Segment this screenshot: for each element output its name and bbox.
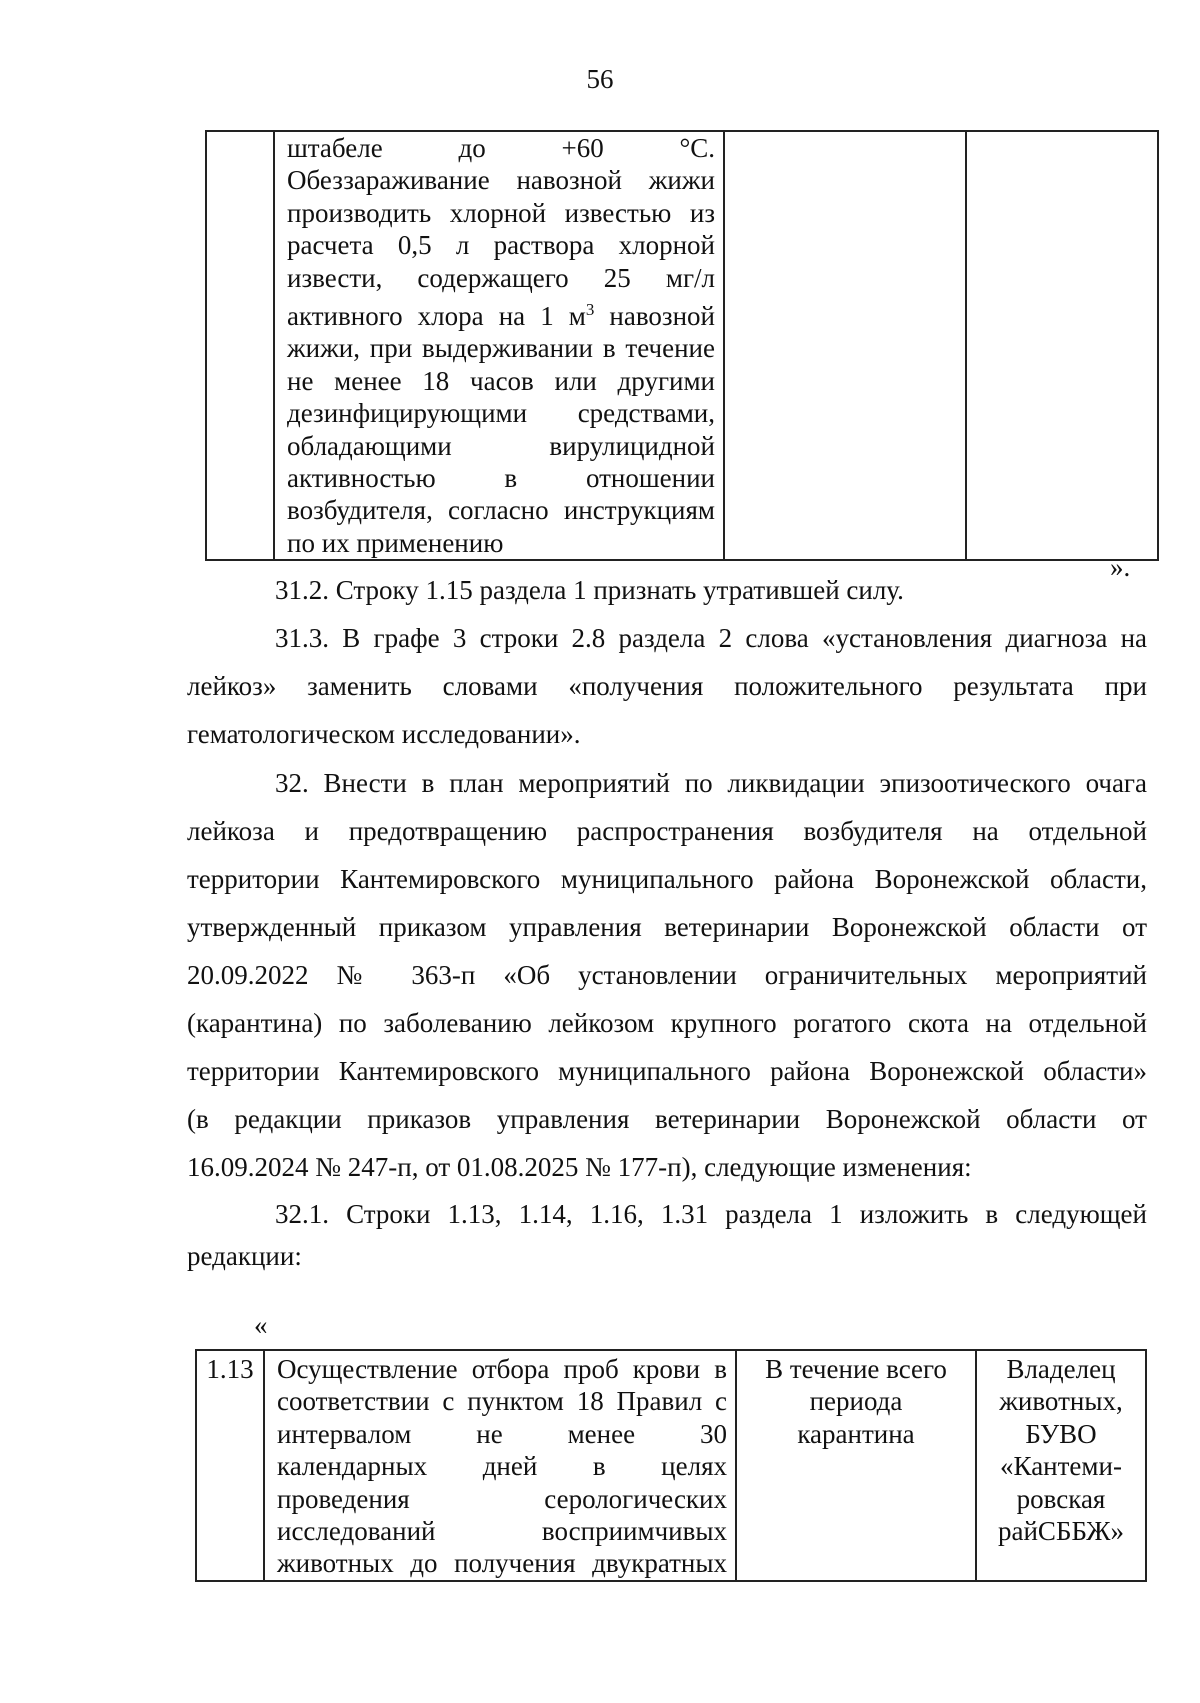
paragraph-line: 16.09.2024 № 247-п, от 01.08.2025 № 177-п), следующие изменения:	[187, 1152, 972, 1182]
paragraph-line: гематологическом исследовании».	[187, 719, 581, 749]
amended-rows-table	[195, 1349, 1147, 1582]
paragraph-line: (в редакции приказов управления ветеринарии Воронежской области от	[187, 1104, 1147, 1134]
table-line: расчета 0,5 л раствора хлорной	[287, 230, 715, 261]
table-line	[287, 294, 715, 332]
paragraph-line: утвержденный приказом управления ветеринарии Воронежской области от	[187, 912, 1147, 942]
page-number: 56	[586, 64, 614, 94]
timing-line: В течение всего	[765, 1354, 947, 1384]
table-line: соответствии с пунктом 18 Правил с	[277, 1386, 727, 1417]
row-timing	[736, 1350, 976, 1581]
paragraph-31-2	[187, 566, 1147, 614]
table-line: штабеле до +60 °С.	[287, 133, 715, 163]
paragraph-31-3	[187, 614, 1147, 758]
paragraph-line: 32.1. Строки 1.13, 1.14, 1.16, 1.31 раздела 1 изложить в следующей	[275, 1199, 1147, 1229]
table-line: проведения серологических	[277, 1483, 727, 1514]
table-line: животных до получения двукратных	[277, 1548, 727, 1579]
closing-quote: ».	[1110, 552, 1131, 582]
paragraph-line: 32. Внести в план мероприятий по ликвидации эпизоотического очага	[275, 768, 1147, 798]
responsible-line: ровская	[1016, 1483, 1106, 1514]
table-line: жижи, при выдерживании в течение	[287, 333, 715, 364]
paragraph-32-1	[187, 1193, 1147, 1277]
responsible-line: райСББЖ»	[998, 1516, 1124, 1547]
opening-quote: «	[254, 1310, 268, 1340]
row-responsible	[976, 1350, 1146, 1581]
timing-line: карантина	[797, 1418, 915, 1449]
table-cell-number	[206, 131, 274, 560]
table-row	[196, 1350, 1146, 1581]
table-line: интервалом не менее 30	[277, 1418, 727, 1449]
paragraph-line: 31.3. В графе 3 строки 2.8 раздела 2 слова «установления диагноза на	[275, 623, 1147, 653]
paragraph-line: территории Кантемировского муниципального района Воронежской области,	[187, 864, 1147, 894]
table-line: исследований восприимчивых	[277, 1516, 727, 1547]
paragraph-line: 31.2. Строку 1.15 раздела 1 признать утратившей силу.	[275, 575, 904, 605]
table-line: не менее 18 часов или другими	[287, 365, 715, 396]
paragraph-32	[187, 759, 1147, 1191]
continued-table	[205, 130, 1159, 561]
table-cell-responsible	[966, 131, 1158, 560]
table-line: дезинфицирующими средствами,	[287, 398, 715, 429]
table-line-part: активного хлора на 1 м	[287, 301, 586, 332]
table-cell-measures	[274, 131, 724, 560]
responsible-line: «Кантеми-	[1000, 1451, 1122, 1482]
paragraph-line: лейкоз» заменить словами «получения положительного результата при	[187, 671, 1147, 701]
table-line: активностью в отношении	[287, 463, 715, 494]
row-description	[264, 1350, 736, 1581]
table-line: Осуществление отбора проб крови в	[277, 1354, 727, 1384]
table-line: возбудителя, согласно инструкциям	[287, 495, 715, 526]
paragraph-line: 20.09.2022 № 363-п «Об установлении ограничительных мероприятий	[187, 960, 1147, 990]
table-cell-timing	[724, 131, 966, 560]
table-line: по их применению	[287, 527, 504, 558]
responsible-line: животных,	[999, 1386, 1123, 1417]
table-line: Обеззараживание навозной жижи	[287, 165, 715, 196]
table-line-part: навозной	[594, 301, 715, 332]
responsible-line: Владелец	[1006, 1354, 1116, 1384]
responsible-line: БУВО	[1025, 1418, 1097, 1449]
paragraph-line: редакции:	[187, 1241, 302, 1271]
superscript: 3	[585, 300, 595, 320]
table-line: обладающими вирулицидной	[287, 430, 715, 461]
paragraph-line: лейкоза и предотвращению распространения возбудителя на отдельной	[187, 816, 1147, 846]
table-line: календарных дней в целях	[277, 1451, 727, 1482]
paragraph-line: (карантина) по заболеванию лейкозом крупного рогатого скота на отдельной	[187, 1008, 1147, 1038]
timing-line: периода	[809, 1386, 903, 1417]
table-line: производить хлорной известью из	[287, 197, 715, 228]
table-line: извести, содержащего 25 мг/л	[287, 262, 715, 293]
row-number: 1.13	[196, 1350, 264, 1581]
paragraph-line: территории Кантемировского муниципального района Воронежской области»	[187, 1056, 1147, 1086]
